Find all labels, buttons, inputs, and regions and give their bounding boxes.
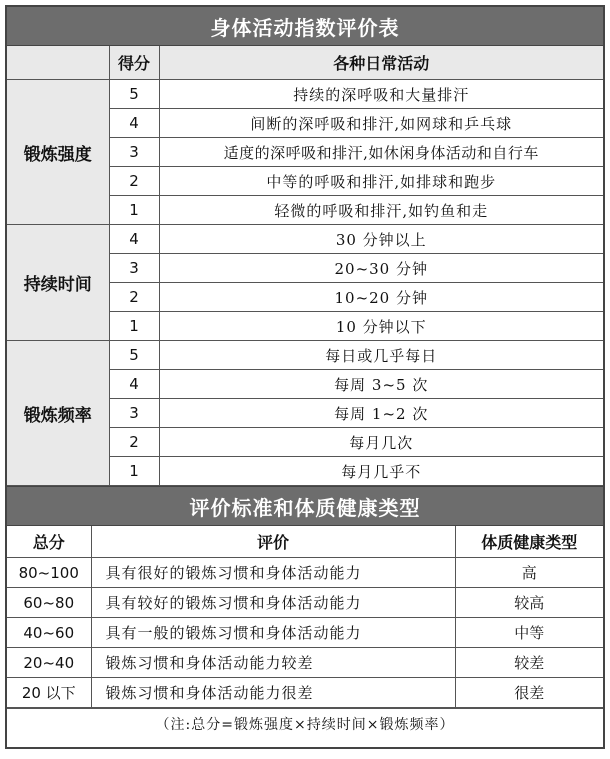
score-cell: 1: [109, 196, 159, 225]
evaluation-header: 评价: [91, 526, 455, 558]
activity-cell: 适度的深呼吸和排汗,如休闲身体活动和自行车: [159, 138, 603, 167]
score-header: 得分: [109, 46, 159, 80]
score-cell: 2: [109, 283, 159, 312]
activity-cell: 每日或几乎每日: [159, 341, 603, 370]
health-type-cell: 中等: [455, 618, 603, 648]
score-cell: 3: [109, 254, 159, 283]
category-frequency: 锻炼频率: [7, 341, 109, 486]
total-score-cell: 40~60: [7, 618, 91, 648]
category-duration: 持续时间: [7, 225, 109, 341]
health-type-cell: 高: [455, 558, 603, 588]
score-cell: 5: [109, 341, 159, 370]
formula-note: （注:总分=锻炼强度×持续时间×锻炼频率）: [7, 708, 603, 739]
section-title: 评价标准和体质健康类型: [7, 486, 603, 526]
blank-header-cell: [7, 46, 109, 80]
score-cell: 2: [109, 428, 159, 457]
score-cell: 2: [109, 167, 159, 196]
score-cell: 1: [109, 312, 159, 341]
activity-cell: 持续的深呼吸和大量排汗: [159, 80, 603, 109]
health-type-header: 体质健康类型: [455, 526, 603, 558]
total-score-cell: 20 以下: [7, 678, 91, 708]
activity-cell: 每周 1~2 次: [159, 399, 603, 428]
activity-cell: 每月几乎不: [159, 457, 603, 486]
score-cell: 4: [109, 370, 159, 399]
activity-index-table: [7, 46, 603, 486]
activity-cell: 中等的呼吸和排汗,如排球和跑步: [159, 167, 603, 196]
activity-cell: 20~30 分钟: [159, 254, 603, 283]
activity-cell: 每月几次: [159, 428, 603, 457]
activity-cell: 30 分钟以上: [159, 225, 603, 254]
activity-cell: 10~20 分钟: [159, 283, 603, 312]
evaluation-cell: 具有很好的锻炼习惯和身体活动能力: [91, 558, 455, 588]
evaluation-cell: 具有一般的锻炼习惯和身体活动能力: [91, 618, 455, 648]
total-score-header: 总分: [7, 526, 91, 558]
health-type-cell: 很差: [455, 678, 603, 708]
score-cell: 3: [109, 138, 159, 167]
score-cell: 4: [109, 109, 159, 138]
page-title: 身体活动指数评价表: [7, 7, 603, 46]
total-score-cell: 80~100: [7, 558, 91, 588]
health-type-cell: 较高: [455, 588, 603, 618]
score-cell: 3: [109, 399, 159, 428]
score-cell: 4: [109, 225, 159, 254]
activity-cell: 轻微的呼吸和排汗,如钓鱼和走: [159, 196, 603, 225]
evaluation-criteria-table: [7, 526, 603, 708]
evaluation-cell: 具有较好的锻炼习惯和身体活动能力: [91, 588, 455, 618]
evaluation-table-document: [5, 5, 605, 749]
total-score-cell: 20~40: [7, 648, 91, 678]
total-score-cell: 60~80: [7, 588, 91, 618]
activity-cell: 间断的深呼吸和排汗,如网球和乒乓球: [159, 109, 603, 138]
activity-header: 各种日常活动: [159, 46, 603, 80]
activity-cell: 每周 3~5 次: [159, 370, 603, 399]
score-cell: 1: [109, 457, 159, 486]
health-type-cell: 较差: [455, 648, 603, 678]
score-cell: 5: [109, 80, 159, 109]
evaluation-cell: 锻炼习惯和身体活动能力较差: [91, 648, 455, 678]
evaluation-cell: 锻炼习惯和身体活动能力很差: [91, 678, 455, 708]
category-intensity: 锻炼强度: [7, 80, 109, 225]
activity-cell: 10 分钟以下: [159, 312, 603, 341]
